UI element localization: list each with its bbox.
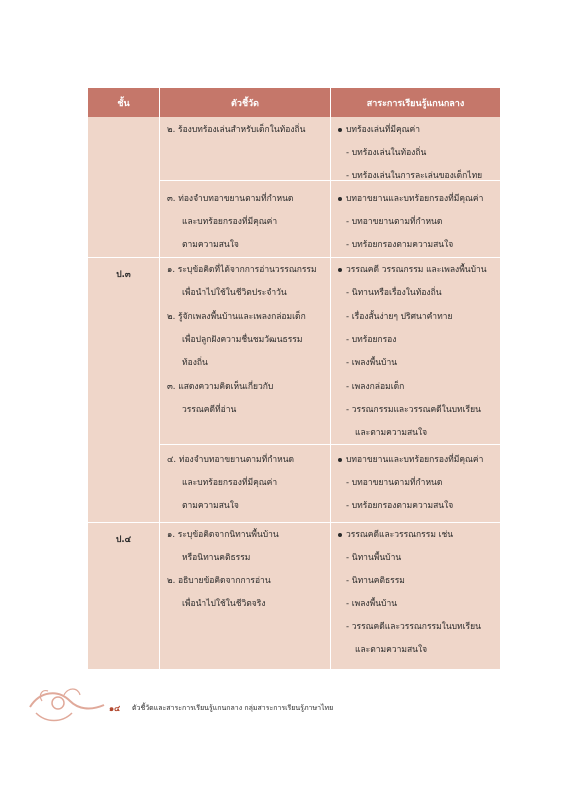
content-subitem: - เรื่องสั้นง่ายๆ ปริศนาคำทาย <box>346 312 453 322</box>
content-subitem: - วรรณคดีและวรรณกรรมในบทเรียน <box>346 622 481 632</box>
content-subitem: - เพลงพื้นบ้าน <box>346 358 398 368</box>
content-item: บทร้องเล่นที่มีคุณค่า <box>346 125 420 135</box>
content-subitem-cont: และตามความสนใจ <box>355 428 428 438</box>
level-p4: ป.๔ <box>115 535 132 545</box>
table-body <box>88 117 500 669</box>
content-subitem: - บทร้อยกรอง <box>346 335 397 345</box>
content-subitem: - เพลงกล่อมเด็ก <box>346 382 405 392</box>
content-subitem: - บทอาขยานตามที่กำหนด <box>346 217 443 227</box>
indicator-cont: วรรณคดีที่อ่าน <box>182 405 237 415</box>
content-subitem-cont: และตามความสนใจ <box>355 645 428 655</box>
indicator-cont: ท้องถิ่น <box>182 358 208 368</box>
bullet-icon <box>338 458 342 462</box>
content-subitem: - นิทานพื้นบ้าน <box>346 553 402 563</box>
content-subitem: - นิทานคติธรรม <box>346 576 405 586</box>
content-subitem: - บทร้อยกรองตามความสนใจ <box>346 240 454 250</box>
indicator: ๑. ระบุข้อคิดจากนิทานพื้นบ้าน <box>167 530 279 540</box>
table-header <box>88 88 500 117</box>
floral-ornament-icon <box>28 683 108 727</box>
content-item: บทอาขยานและบทร้อยกรองที่มีคุณค่า <box>346 194 484 204</box>
indicator-cont: ตามความสนใจ <box>182 240 239 250</box>
indicator-cont: เพื่อปลูกฝังความชื่นชมวัฒนธรรม <box>182 335 303 345</box>
header-indicators: ตัวชี้วัด <box>159 88 330 117</box>
indicator-cont: และบทร้อยกรองที่มีคุณค่า <box>182 217 278 227</box>
indicator-cont: เพื่อนำไปใช้ในชีวิตประจำวัน <box>182 288 287 298</box>
content-subitem: - บทร้อยกรองตามความสนใจ <box>346 501 454 511</box>
bullet-icon <box>338 268 342 272</box>
header-level: ชั้น <box>117 98 130 109</box>
footer-title: ตัวชี้วัดและสาระการเรียนรู้แกนกลาง กลุ่มสาระการเรียนรู้ภาษาไทย <box>132 704 334 712</box>
column-divider <box>330 117 331 669</box>
indicator: ๓. แสดงความคิดเห็นเกี่ยวกับ <box>167 382 274 392</box>
indicator-cont: เพื่อนำไปใช้ในชีวิตจริง <box>182 599 266 609</box>
content-item: วรรณคดีและวรรณกรรม เช่น <box>346 530 454 540</box>
bullet-icon <box>338 128 342 132</box>
indicator-cont: หรือนิทานคติธรรม <box>182 553 251 563</box>
page-number: ๑๔ <box>109 704 121 713</box>
row-divider <box>88 257 500 258</box>
bullet-icon <box>338 197 342 201</box>
content-subitem: - บทอาขยานตามที่กำหนด <box>346 478 443 488</box>
indicator: ๒. รู้จักเพลงพื้นบ้านและเพลงกล่อมเด็ก <box>167 312 306 322</box>
content-subitem: - บทร้องเล่นในการละเล่นของเด็กไทย <box>346 171 483 181</box>
content-subitem: - วรรณกรรมและวรรณคดีในบทเรียน <box>346 405 481 415</box>
header-core-content: สาระการเรียนรู้แกนกลาง <box>330 88 500 117</box>
indicator: ๒. ร้องบทร้องเล่นสำหรับเด็กในท้องถิ่น <box>167 125 306 135</box>
indicator-cont: และบทร้อยกรองที่มีคุณค่า <box>182 478 278 488</box>
indicator: ๓. ท่องจำบทอาขยานตามที่กำหนด <box>167 194 294 204</box>
indicator: ๒. อธิบายข้อคิดจากการอ่าน <box>167 576 271 586</box>
content-subitem: - นิทานหรือเรื่องในท้องถิ่น <box>346 288 442 298</box>
level-p3: ป.๓ <box>116 270 131 280</box>
indicator: ๑. ระบุข้อคิดที่ได้จากการอ่านวรรณกรรม <box>167 265 317 275</box>
indicator-cont: ตามความสนใจ <box>182 501 239 511</box>
content-subitem: - บทร้องเล่นในท้องถิ่น <box>346 148 427 158</box>
row-divider <box>88 522 500 523</box>
content-item: วรรณคดี วรรณกรรม และเพลงพื้นบ้าน <box>346 265 487 275</box>
content-item: บทอาขยานและบทร้อยกรองที่มีคุณค่า <box>346 455 484 465</box>
row-divider <box>159 444 500 445</box>
indicator: ๔. ท่องจำบทอาขยานตามที่กำหนด <box>167 455 295 465</box>
column-divider <box>159 117 160 669</box>
bullet-icon <box>338 533 342 537</box>
content-subitem: - เพลงพื้นบ้าน <box>346 599 398 609</box>
